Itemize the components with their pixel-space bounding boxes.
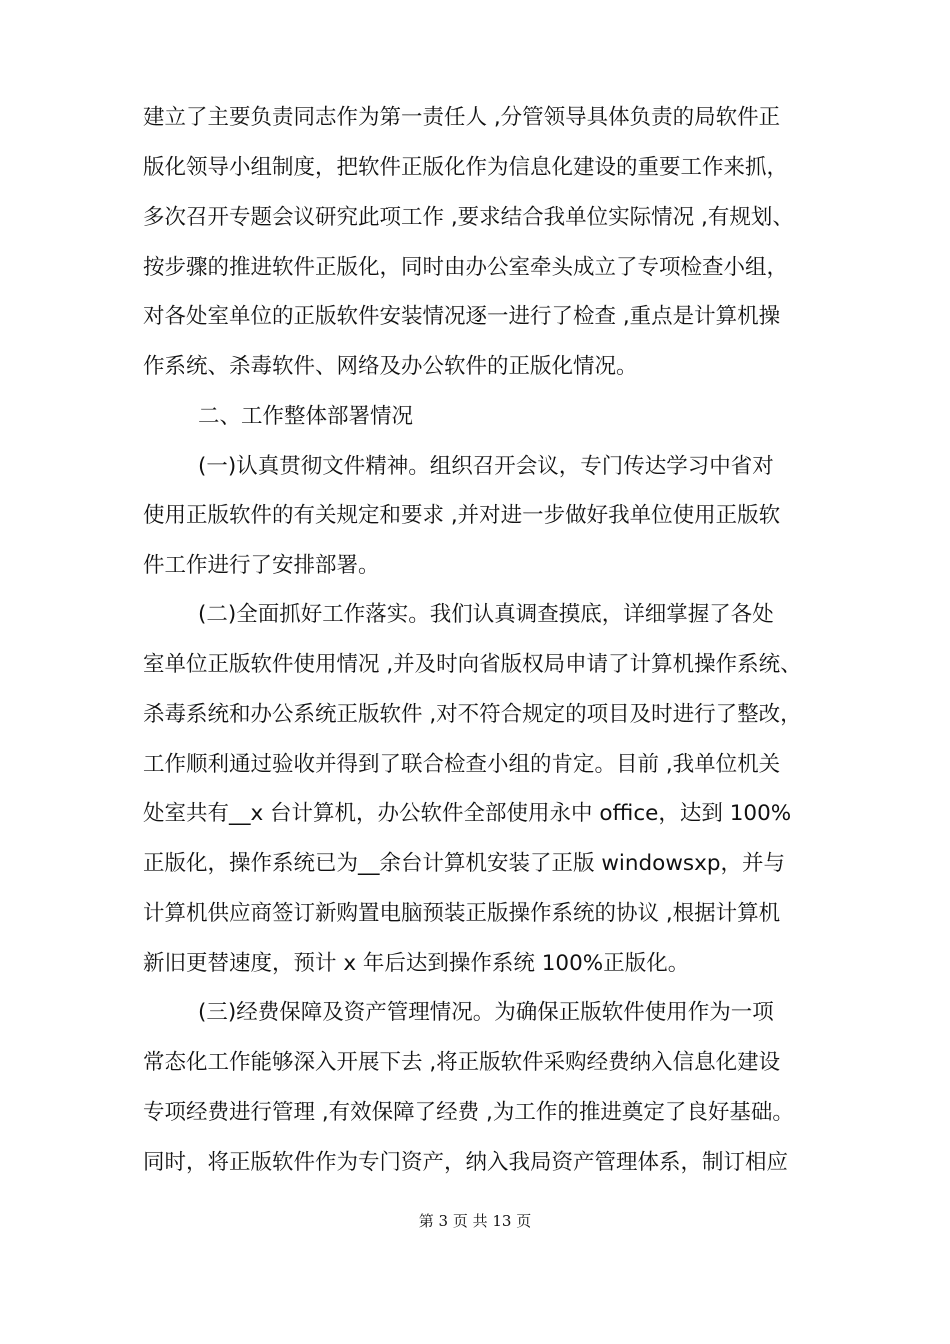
body-text-line: (三)经费保障及资产管理情况。为确保正版软件使用作为一项 [198, 1000, 774, 1025]
body-text-line: (二)全面抓好工作落实。我们认真调查摸底，详细掌握了各处 [198, 602, 774, 627]
body-text-line: 同时，将正版软件作为专门资产，纳入我局资产管理体系，制订相应 [143, 1150, 789, 1175]
body-text-line: 常态化工作能够深入开展下去 ,将正版软件采购经费纳入信息化建设 [143, 1050, 781, 1075]
body-text-line: (一)认真贯彻文件精神。组织召开会议，专门传达学习中省对 [198, 454, 774, 479]
body-text-line: 多次召开专题会议研究此项工作 ,要求结合我单位实际情况 ,有规划、 [143, 205, 794, 230]
body-text-line: 工作顺利通过验收并得到了联合检查小组的肯定。目前 ,我单位机关 [143, 752, 781, 777]
page-number-footer: 第 3 页 共 13 页 [418, 1212, 532, 1230]
body-text-line: 正版化，操作系统已为__余台计算机安装了正版 windowsxp，并与 [143, 851, 785, 876]
body-text-line: 版化领导小组制度，把软件正版化作为信息化建设的重要工作来抓， [143, 155, 789, 180]
body-text-line: 处室共有__x 台计算机，办公软件全部使用永中 office，达到 100% [143, 801, 792, 826]
section-heading: 二、工作整体部署情况 [198, 404, 414, 429]
body-text-line: 计算机供应商签订新购置电脑预装正版操作系统的协议 ,根据计算机 [143, 901, 781, 926]
body-text-line: 室单位正版软件使用情况 ,并及时向省版权局申请了计算机操作系统、 [143, 652, 802, 677]
body-text-line: 杀毒系统和办公系统正版软件 ,对不符合规定的项目及时进行了整改， [143, 702, 802, 727]
body-text-line: 专项经费进行管理 ,有效保障了经费 ,为工作的推进奠定了良好基础。 [143, 1100, 794, 1125]
body-text-line: 建立了主要负责同志作为第一责任人 ,分管领导具体负责的局软件正 [143, 105, 781, 130]
body-text-line: 作系统、杀毒软件、网络及办公软件的正版化情况。 [143, 354, 638, 379]
body-text-line: 新旧更替速度，预计 x 年后达到操作系统 100%正版化。 [143, 951, 690, 976]
body-text-line: 使用正版软件的有关规定和要求 ,并对进一步做好我单位使用正版软 [143, 503, 781, 528]
body-text-line: 对各处室单位的正版软件安装情况逐一进行了检查 ,重点是计算机操 [143, 304, 781, 329]
body-text-line: 件工作进行了安排部署。 [143, 553, 380, 578]
body-text-line: 按步骤的推进软件正版化，同时由办公室牵头成立了专项检查小组， [143, 255, 789, 280]
